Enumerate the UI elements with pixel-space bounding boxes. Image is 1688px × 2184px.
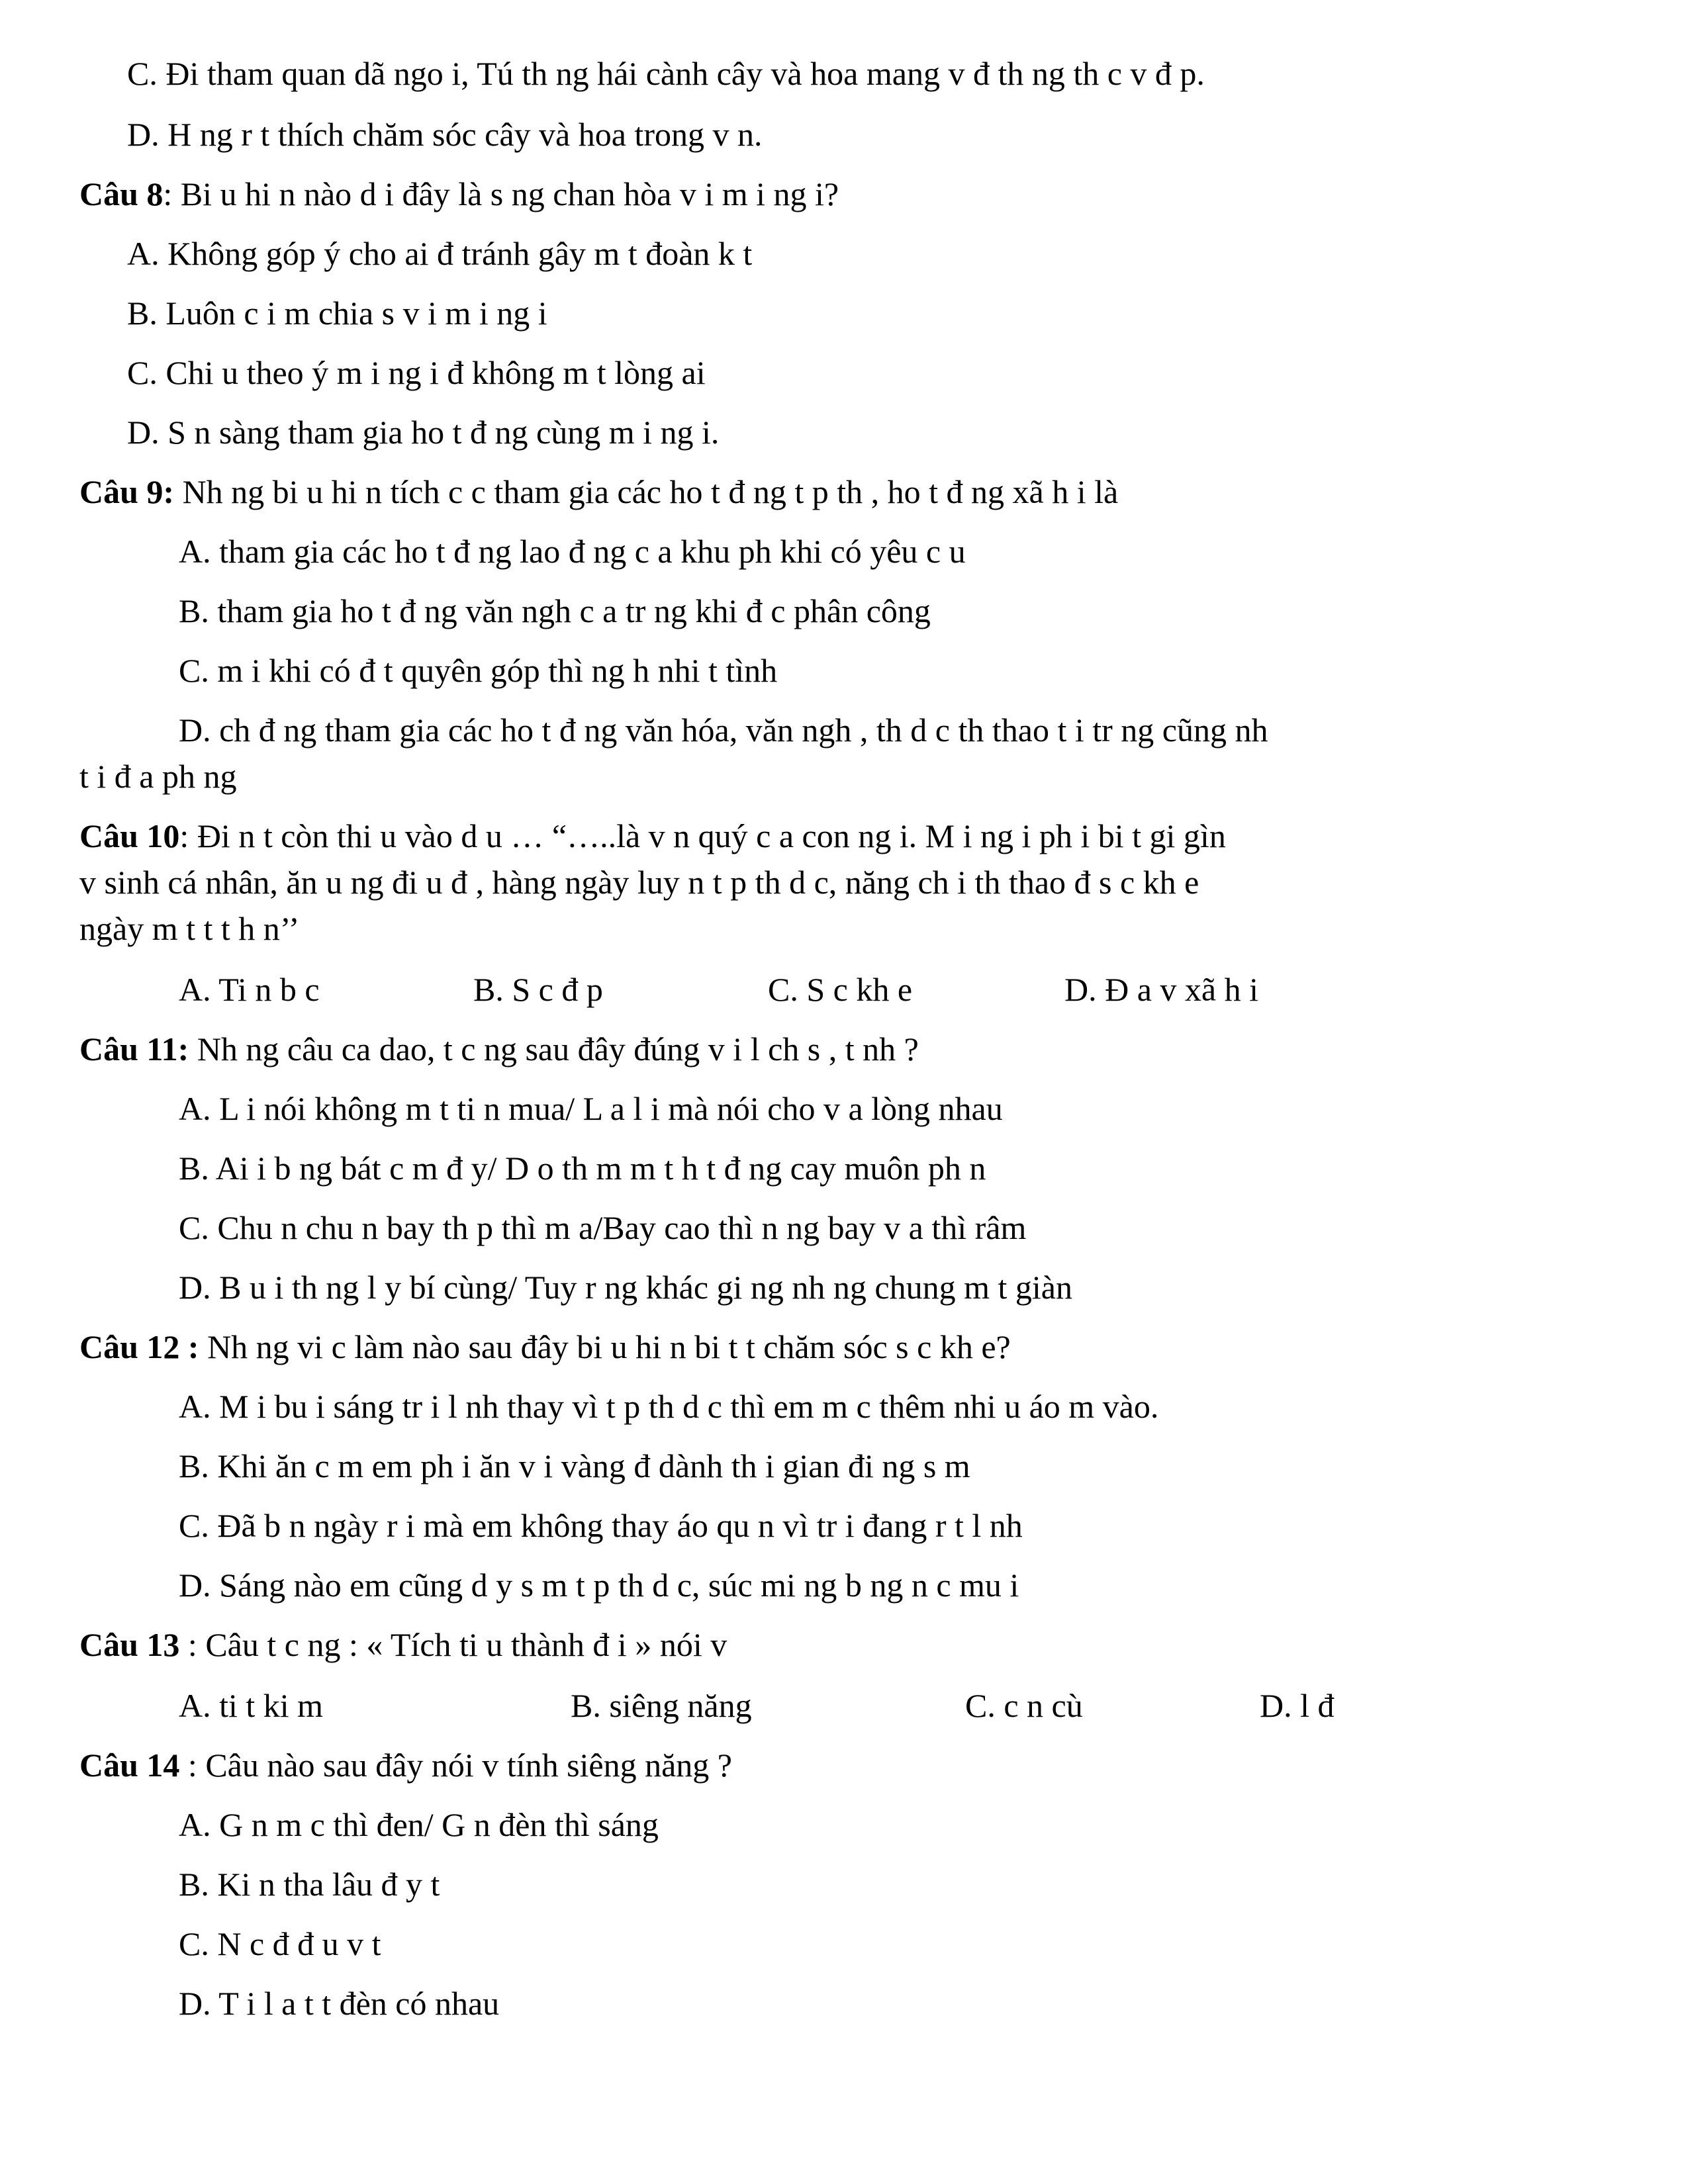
q13-option-a: A. ti t ki m [179,1687,324,1724]
q14-option-d: D. T i l a t t đèn có nhau [179,1985,500,2022]
q8-option-c: C. Chi u theo ý m i ng i đ không m t lòng ai [127,354,706,391]
question-9 [79,475,1118,508]
q8-option-d: D. S n sàng tham gia ho t đ ng cùng m i ng i. [127,414,720,451]
q9-option-b: B. tham gia ho t đ ng văn ngh c a tr ng khi đ c phân công [179,592,931,629]
question-14-text: : Câu nào sau đây nói v tính siêng năng ? [179,1747,732,1784]
q11-option-c: C. Chu n chu n bay th p thì m a/Bay cao thì n ng bay v a thì râm [179,1209,1027,1246]
question-11-label: Câu 11: [79,1030,189,1068]
q10-options [0,973,1688,1171]
q10-option-b: B. S c đ p [473,971,603,1008]
prev-option-c: C. Đi tham quan dã ngo i, Tú th ng hái cành cây và hoa mang v đ th ng th c v đ p. [127,55,1205,92]
q14-option-a: A. G n m c thì đen/ G n đèn thì sáng [179,1806,659,1843]
q14-option-b: B. Ki n tha lâu đ y t [179,1866,440,1903]
q13-option-d: D. l đ [1260,1687,1335,1724]
q14-option-c: C. N c đ đ u v t [179,1925,381,1962]
q12-option-b: B. Khi ăn c m em ph i ăn v i vàng đ dành th i gian đi ng s m [179,1447,970,1484]
q9-option-a: A. tham gia các ho t đ ng lao đ ng c a khu ph khi có yêu c u [179,533,966,570]
question-10 [79,819,1226,852]
q11-option-d: D. B u i th ng l y bí cùng/ Tuy r ng khác gi ng nh ng chung m t giàn [179,1269,1072,1306]
q10-option-d: D. Đ a v xã h i [1064,971,1258,1008]
question-12 [79,1330,1011,1363]
q12-option-a: A. M i bu i sáng tr i l nh thay vì t p th d c thì em m c thêm nhi u áo m vào. [179,1388,1159,1425]
q8-option-a: A. Không góp ý cho ai đ tránh gây m t đoàn k t [127,235,753,272]
question-11-text: Nh ng câu ca dao, t c ng sau đây đúng v i l ch s , t nh ? [189,1030,919,1068]
q12-option-d: D. Sáng nào em cũng d y s m t p th d c, súc mi ng b ng n c mu i [179,1567,1019,1604]
question-12-label: Câu 12 : [79,1328,199,1365]
question-14 [79,1749,732,1782]
question-12-text: Nh ng vi c làm nào sau đây bi u hi n bi t t chăm sóc s c kh e? [199,1328,1011,1365]
q12-option-c: C. Đã b n ngày r i mà em không thay áo qu n vì tr i đang r t l nh [179,1507,1023,1544]
q13-option-b: B. siêng năng [571,1687,752,1724]
q10-option-a: A. Ti n b c [179,971,320,1008]
question-8-text: : Bi u hi n nào d i đây là s ng chan hòa v i m i ng i? [163,175,839,212]
prev-option-d: D. H ng r t thích chăm sóc cây và hoa trong v n. [127,116,763,153]
q8-option-b: B. Luôn c i m chia s v i m i ng i [127,295,547,332]
question-13-text: : Câu t c ng : « Tích ti u thành đ i » nói v [179,1626,727,1663]
q9-option-c: C. m i khi có đ t quyên góp thì ng h nhi t tình [179,652,778,689]
question-10-text: : Đi n t còn thi u vào d u … “…..là v n quý c a con ng i. M i ng i ph i bi t gi gìn [179,817,1226,854]
q11-option-b: B. Ai i b ng bát c m đ y/ D o th m m t h t đ ng cay muôn ph n [179,1150,986,1187]
question-10-label: Câu 10 [79,817,180,854]
q13-options [0,1689,1688,1888]
question-11 [79,1032,919,1066]
question-8-label: Câu 8 [79,175,164,212]
q9-option-d-continued: t i đ a ph ng [79,758,237,795]
question-14-label: Câu 14 [79,1747,180,1784]
question-9-text: Nh ng bi u hi n tích c c tham gia các ho t đ ng t p th , ho t đ ng xã h i là [174,473,1119,510]
question-10-line-3: ngày m t t t h n’’ [79,910,300,947]
question-9-label: Câu 9: [79,473,175,510]
question-13 [79,1628,727,1661]
question-13-label: Câu 13 [79,1626,180,1663]
q10-option-c: C. S c kh e [768,971,913,1008]
question-10-line-2: v sinh cá nhân, ăn u ng đi u đ , hàng ngày luy n t p th d c, năng ch i th thao đ s c kh e [79,864,1199,901]
q9-option-d: D. ch đ ng tham gia các ho t đ ng văn hóa, văn ngh , th d c th thao t i tr ng cũng nh [179,711,1268,749]
q11-option-a: A. L i nói không m t ti n mua/ L a l i mà nói cho v a lòng nhau [179,1090,1003,1127]
question-8 [79,177,839,210]
q13-option-c: C. c n cù [965,1687,1083,1724]
